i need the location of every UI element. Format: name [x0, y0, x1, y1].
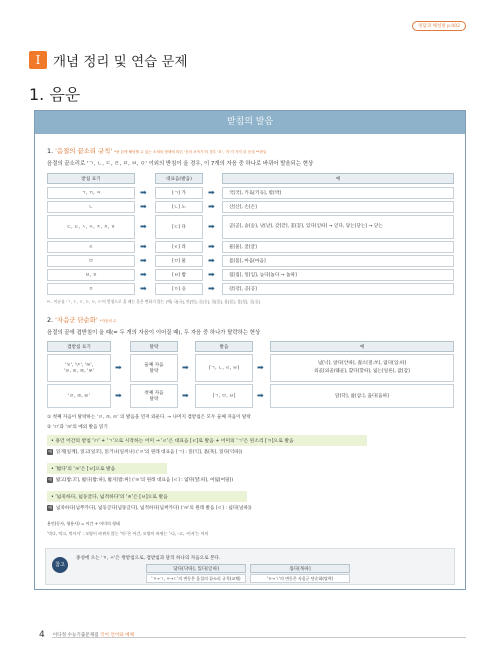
- table1-row-rep: [ㄴ] 노: [155, 201, 203, 213]
- arrow-right-icon: ➡: [257, 363, 264, 372]
- panel-title: 받침의 발음: [35, 111, 465, 134]
- rule2-title: [47, 315, 117, 324]
- arrow-right-icon: ➡: [208, 284, 215, 293]
- table1-row-example: 몸[몸], 마음[마음]: [222, 255, 454, 267]
- tip-line-2: ② 'ㄺ'과 'ㄼ'의 예외 발음 읽기: [47, 425, 108, 430]
- table2-example-line: 외곬[외골/웨골], 핥다[할따], 잃는[일른], 값[갑]: [314, 369, 410, 374]
- table2-drop-line: 탈락: [149, 369, 159, 374]
- arrow-right-icon: ➡: [182, 391, 189, 400]
- section-number-badge: I: [29, 51, 47, 69]
- book-title-main: 이다정 수능기출문제집: [52, 633, 101, 638]
- table1-row-spell: ㄷ, ㅌ, ㅅ, ㅆ, ㅈ, ㅊ, ㅎ: [47, 215, 135, 239]
- arrow-right-icon: ➡: [257, 391, 264, 400]
- rule1-description: 음절의 끝소리로 'ㄱ, ㄴ, ㄷ, ㄹ, ㅁ, ㅂ, ㅇ' 이외의 받침이 올 경우, 이 7개의 자음 중 하나로 바뀌어 발음되는 현상: [47, 161, 314, 167]
- exception-example-2: [47, 477, 233, 483]
- table1-row-example: 집[집], 잎[입], 높다[놉다 → 놉따]: [222, 269, 454, 281]
- table1-row-rep: [ㄷ] 다: [155, 215, 203, 239]
- table2-row-example: 닭[닥], 삶[삼ː], 읊다[읍따]: [270, 384, 454, 408]
- table1-row-spell: ㄴ: [47, 201, 135, 213]
- stem-note-body: '먹다, 먹고, 먹어서' : 모양이 바뀌지 않는 '먹-'은 어간, 모양이 바뀌는 '-다, -고, -어서'는 어미: [47, 531, 209, 536]
- table2-row-example: [270, 354, 454, 382]
- table1-footnote: *ㄴ 이유를 'ㄱ, ㄷ, ㄹ, ㅁ, ㅂ, ㅇ'이 받침으로 올 때는 음은 변하기 않는 (예) 국[국], 안[안], 곧[곧], 물[물], 몸[몸], 성[성], 공[공]: [47, 299, 261, 304]
- table2-header-example: 예: [270, 341, 454, 352]
- table1-row-spell: ㄱ, ㄲ, ㅋ: [47, 187, 135, 199]
- arrow-right-icon: ➡: [208, 188, 215, 197]
- table1-row-rep: [ㄹ] 라: [155, 241, 203, 253]
- exception-bar-1: • 용언 어간의 받침 'ㄺ' + 'ㄱ'으로 시작하는 어미 → 'ㄹ'은 대표음 [ㄹ]로 발음 + 어미의 'ㄱ'은 된소리 [ㄲ]으로 발음: [47, 435, 367, 446]
- table2-drop-line: 탈락: [149, 397, 159, 402]
- arrow-right-icon: ➡: [208, 202, 215, 211]
- table1-row-spell: ㅇ: [47, 283, 135, 295]
- example-badge-icon: 예: [48, 505, 52, 510]
- section-title: 개념 정리 및 연습 문제: [53, 54, 188, 70]
- arrow-right-icon: ➡: [140, 222, 147, 231]
- table2-header-spell: 겹받침 표기: [47, 341, 111, 352]
- tip-line-1: ① 첫째 자음이 탈락하는 'ㄺ, ㄻ, ㄿ' 의 발음을 먼저 외운다. → 나머지 겹받침은 모두 둘째 자음이 탈락: [47, 415, 251, 420]
- exception-example-text: 넓죽하다[넙쭈카다], 넓둥글다[넙뚱글다], 넓적하다[넙쩌카다] ('ㄼ'의 원래 발음 [ㄹ] : 넓다[널따]): [56, 506, 252, 511]
- table1-row-example: 물[물], 굴[굴]: [222, 241, 454, 253]
- table1-row-example: 곧[곧], 솥[솓], 낫[낟], 갖[갇], 꽃[꼳], 있다[읻따] → 읻다, 닿는[닫는] → 닫는: [222, 215, 454, 239]
- table2-row-spell: 'ㄺ, ㄻ, ㄿ': [47, 384, 111, 408]
- exception-bar-3: • '넓죽하다, 넓둥글다, 넓적하다'의 'ㄼ'은 [ㅂ]으로 발음: [47, 491, 247, 502]
- book-title-subject: 국어 언어와 매체: [100, 633, 135, 638]
- arrow-right-icon: ➡: [208, 242, 215, 251]
- arrow-right-icon: ➡: [208, 222, 215, 231]
- example-badge-icon: 예: [48, 449, 52, 454]
- table1-header-example: 예: [222, 173, 454, 184]
- stem-note: [47, 521, 209, 537]
- stem-note-title: 용언(동사, 형용사) = 어간 + 어미의 형태: [47, 521, 120, 526]
- arrow-right-icon: ➡: [115, 391, 122, 400]
- table2-row-rep: [ㄱ, ㄴ, ㄹ, ㅂ]: [195, 354, 253, 382]
- table1-row-rep: [ㅁ] 물: [155, 255, 203, 267]
- table2-header-drop: 탈락: [130, 341, 178, 352]
- table2-row-drop: [130, 354, 178, 382]
- arrow-right-icon: ➡: [208, 270, 215, 279]
- table1-row-spell: ㄹ: [47, 241, 135, 253]
- table2-drop-line: 둘째 자음: [144, 363, 164, 368]
- exception-example-text: 읽게[일께], 읽고[일꼬], 읽거나[일꺼나] ('ㄺ'의 원래 대표음 [ㄱ] : 읽[익], 흙[흑], 읽다[익따]): [56, 450, 243, 455]
- arrow-right-icon: ➡: [140, 270, 147, 279]
- table1-row-spell: ㅁ: [47, 255, 135, 267]
- reference-row2: 'ㄳ→ㄱ'의 변동은 자음군 단순화(탈락): [250, 574, 350, 583]
- table2-spell-line: 'ㄽ, ㄾ, ㅀ, 'ㅄ': [63, 369, 95, 374]
- reference-box: [45, 548, 455, 585]
- content-panel: [34, 110, 466, 590]
- table1-row-example: 강[강], 공[공]: [222, 283, 454, 295]
- table1-row-rep: [ㅇ] 응: [155, 283, 203, 295]
- rule2-number: 2.: [47, 316, 56, 324]
- table1-row-rep: [ㅂ] 밥: [155, 269, 203, 281]
- rule1-number: 1.: [47, 147, 56, 155]
- book-title: [53, 632, 134, 638]
- arrow-right-icon: ➡: [182, 363, 189, 372]
- table1-row-spell: ㅂ, ㅍ: [47, 269, 135, 281]
- table2-row-drop: [130, 384, 178, 408]
- exception-example-3: [47, 505, 252, 511]
- reference-icon: 참고: [52, 557, 68, 573]
- section-header: [29, 50, 188, 70]
- subsection-title: 1. 음운: [29, 85, 81, 104]
- table1-row-example: 산[산], 손[손]: [222, 201, 454, 213]
- rule2-name: '자음군 단순화': [55, 316, 98, 324]
- reference-col1: 닦다[닥따], 있다[읻따]: [146, 564, 246, 573]
- arrow-right-icon: ➡: [140, 188, 147, 197]
- table1-header-spell: 받침 표기: [47, 173, 135, 184]
- example-badge-icon: 예: [48, 477, 52, 482]
- table2-drop-line: 첫째 자음: [144, 391, 164, 396]
- rule1-title: [47, 146, 266, 155]
- table2-header-rep: 발음: [195, 341, 253, 352]
- arrow-right-icon: ➡: [140, 284, 147, 293]
- arrow-right-icon: ➡: [208, 256, 215, 265]
- reference-text: 종성에 오는 'ㄲ, ㅆ'은 쌍받침으로, 겹받침과 달리 하나의 자음으로 본다.: [76, 556, 221, 561]
- table1-row-example: 국[국], 키읔[키윽], 밖[박]: [222, 187, 454, 199]
- footer: [39, 630, 134, 640]
- page-number: 4: [39, 630, 45, 640]
- reference-row1: 'ㄲ→ㄱ, ㅆ→ㄷ'의 변동은 음절의 끝소리 규칙(교체): [146, 574, 246, 583]
- rule2-footnote-ref: *자음의 수: [99, 319, 117, 323]
- reference-col2: 몫다[목따]: [250, 564, 350, 573]
- arrow-right-icon: ➡: [140, 202, 147, 211]
- table1-header-rep: 대표음(발음): [155, 173, 203, 184]
- table2-spell-line: 'ㄳ', 'ㄵ', 'ㄼ',: [64, 363, 94, 368]
- rule2-description: 음절의 끝에 겹받침이 올 때(= 두 개의 자음이 이어질 때), 두 자음 중 하나가 탈락하는 현상: [47, 330, 261, 336]
- table2-row-rep: [ㄱ, ㅁ, ㅂ]: [195, 384, 253, 408]
- table1-row-rep: [ㄱ] 가: [155, 187, 203, 199]
- answer-page-tag: 정답과 해설편 p.002: [412, 21, 466, 31]
- exception-example-text: 밟고[밥ː꼬], 밟다[밥ː따], 밟지[밥ː찌] ('ㄼ'의 원래 대표음 [ㄹ] : 얇다[얄ː따], 여덟[여덜]): [56, 478, 234, 483]
- table2-example-line: 넋[넉], 앉다[안따], 젊소[절ː쏘], 없다[업ː따]: [317, 361, 407, 366]
- exception-example-1: [47, 449, 242, 455]
- rule1-name: '음절의 끝소리 규칙': [55, 147, 113, 155]
- table2-row-spell: [47, 354, 111, 382]
- exception-bar-2: • '밟다'의 'ㄼ'은 [ㅂ]으로 발음: [47, 463, 167, 474]
- arrow-right-icon: ➡: [115, 363, 122, 372]
- rule1-footnote-ref: *중 본에 해당할 수 있는 소재의 양태에 따른 '음의 보이기'의 경우 '표', '지'가 각각 된 음절 **편입: [114, 150, 267, 154]
- arrow-right-icon: ➡: [140, 256, 147, 265]
- arrow-right-icon: ➡: [140, 242, 147, 251]
